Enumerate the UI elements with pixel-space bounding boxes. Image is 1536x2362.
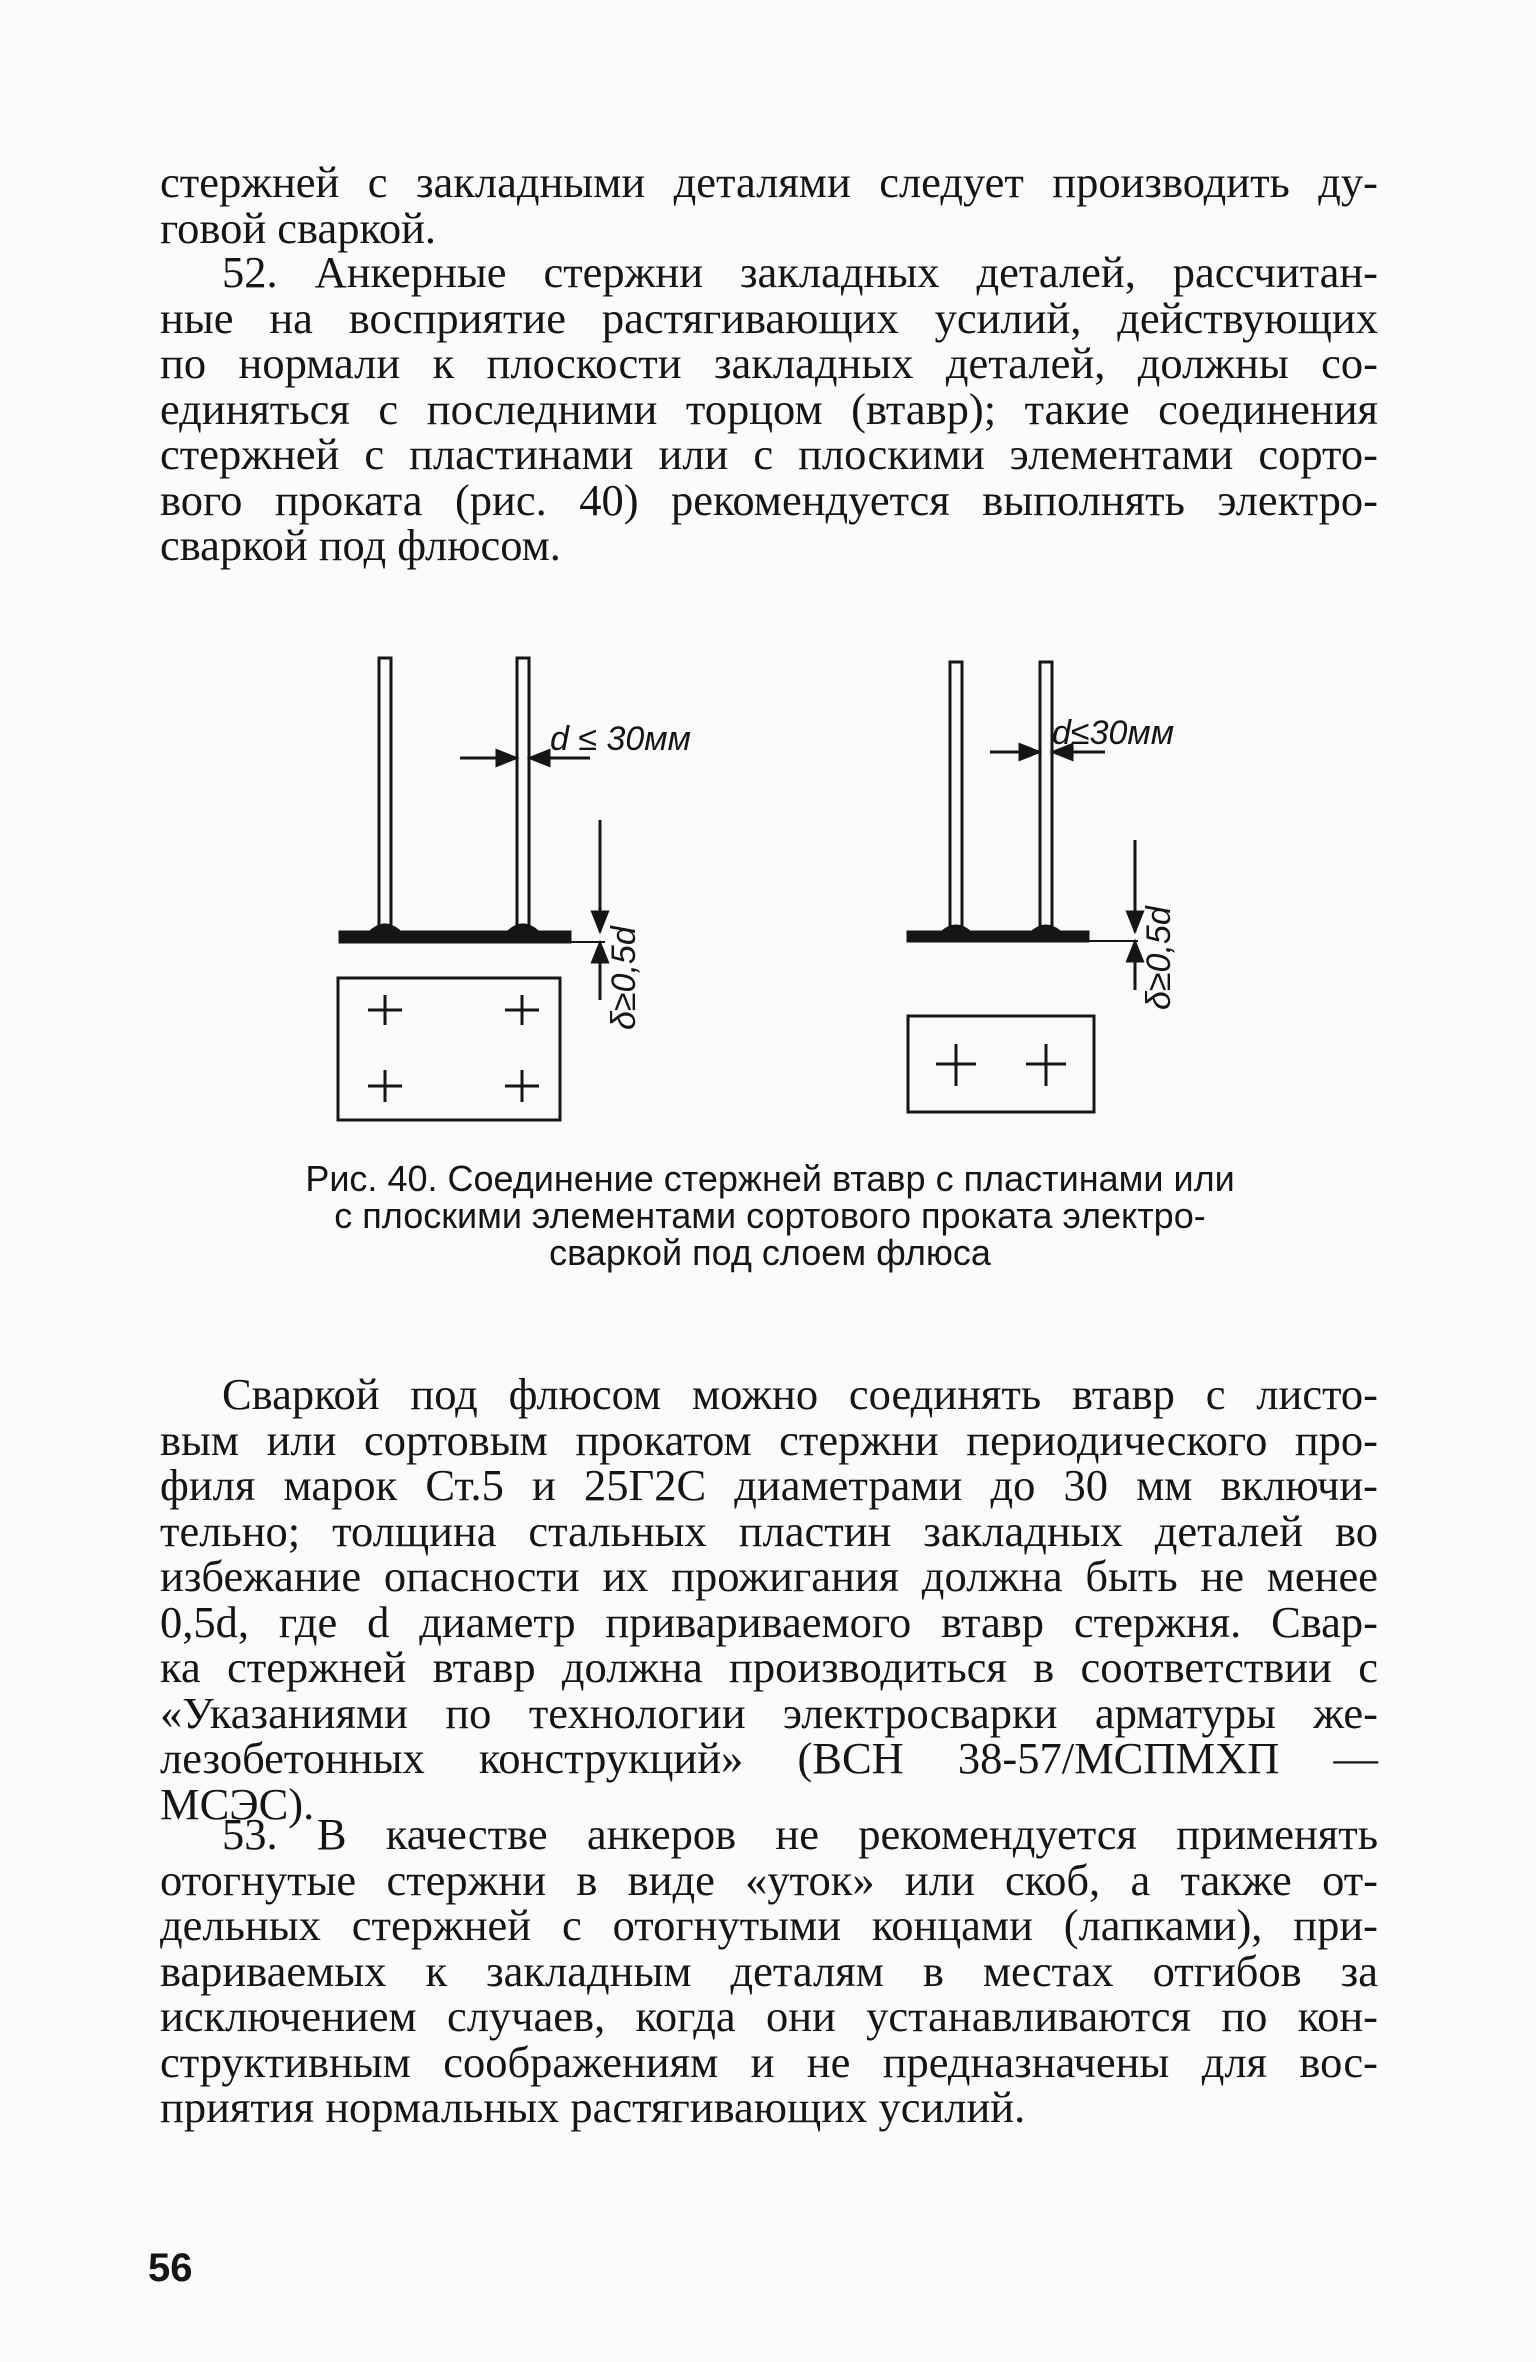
right-dim-delta: δ≥0,5d	[1140, 906, 1178, 1010]
paragraph-52	[160, 247, 1378, 570]
text-line: единяться с последними торцом (втавр); такие соединения	[160, 383, 1378, 434]
text-line: вариваемых к закладным деталям в местах отгибов за	[160, 1945, 1378, 1996]
text-line: приятия нормальных растягивающих усилий.	[160, 2082, 1026, 2132]
figure-caption	[280, 1160, 1260, 1271]
text-line: ка стержней втавр должна производиться в соответствии с	[160, 1642, 1378, 1692]
text-line: вым или сортовым прокатом стержни периодического про-	[160, 1414, 1378, 1465]
text-line: сваркой под флюсом.	[160, 520, 561, 570]
left-dim-d: d ≤ 30мм	[550, 720, 691, 758]
text-line: избежание опасности их прожигания должна быть не менее	[160, 1551, 1378, 1601]
figure-40-drawing	[300, 640, 1240, 1140]
text-line: стержней с пластинами или с плоскими элементами сорто-	[160, 429, 1378, 479]
text-line: вого проката (рис. 40) рекомендуется выполнять электро-	[160, 474, 1378, 525]
text-line: говой сваркой.	[160, 202, 437, 253]
right-plan-rod-marks	[936, 1044, 1066, 1086]
left-rod-1	[379, 658, 391, 930]
paragraph-flux-welding	[160, 1369, 1378, 1829]
caption-line: с плоскими элементами сортового проката электро-	[334, 1195, 1206, 1236]
paragraph-continuation	[160, 157, 1378, 253]
text-line: филя марок Ст.5 и 25Г2С диаметрами до 30 мм включи-	[160, 1460, 1378, 1510]
text-line: исключением случаев, когда они устанавливаются по кон-	[160, 1991, 1378, 2041]
text-line: 52. Анкерные стержни закладных деталей, рассчитан-	[222, 247, 1378, 297]
caption-line: сваркой под слоем флюса	[549, 1232, 991, 1273]
left-rod-2	[517, 658, 529, 930]
text-line: Сваркой под флюсом можно соединять втавр с листо-	[222, 1369, 1378, 1419]
text-line: ные на восприятие растягивающих усилий, действующих	[160, 292, 1378, 343]
text-line: «Указаниями по технологии электросварки арматуры же-	[160, 1687, 1378, 1738]
left-plate	[340, 932, 570, 942]
right-plate	[908, 932, 1088, 941]
right-rod-1	[950, 662, 962, 930]
right-dim-d: d≤30мм	[1052, 714, 1175, 752]
paragraph-53	[160, 1809, 1378, 2132]
text-line: дельных стержней с отогнутыми концами (лапками), при-	[160, 1900, 1378, 1950]
text-line: стержней с закладными деталями следует производить ду-	[160, 157, 1378, 207]
left-plan-rect	[338, 978, 560, 1120]
left-dim-delta: δ≥0,5d	[605, 926, 643, 1030]
text-line: отогнутые стержни в виде «уток» или скоб, а также от-	[160, 1854, 1378, 1905]
text-line: МСЭС).	[160, 1778, 315, 1829]
text-line: лезобетонных конструкций» (ВСН 38-57/МСПМХП —	[160, 1733, 1378, 1783]
caption-line: Рис. 40. Соединение стержней втавр с пластинами или	[305, 1158, 1235, 1199]
text-line: 53. В качестве анкеров не рекомендуется применять	[222, 1809, 1378, 1859]
text-line: по нормали к плоскости закладных деталей, должны со-	[160, 338, 1378, 388]
right-rod-2	[1040, 662, 1052, 930]
page-number: 56	[148, 2246, 193, 2290]
text-line: 0,5d, где d диаметр привариваемого втавр стержня. Свар-	[160, 1596, 1378, 1647]
right-plan-rect	[908, 1016, 1094, 1112]
text-line: тельно; толщина стальных пластин закладных деталей во	[160, 1505, 1378, 1556]
left-plan-rod-marks	[368, 995, 539, 1102]
text-line: структивным соображениям и не предназначены для вос-	[160, 2036, 1378, 2087]
